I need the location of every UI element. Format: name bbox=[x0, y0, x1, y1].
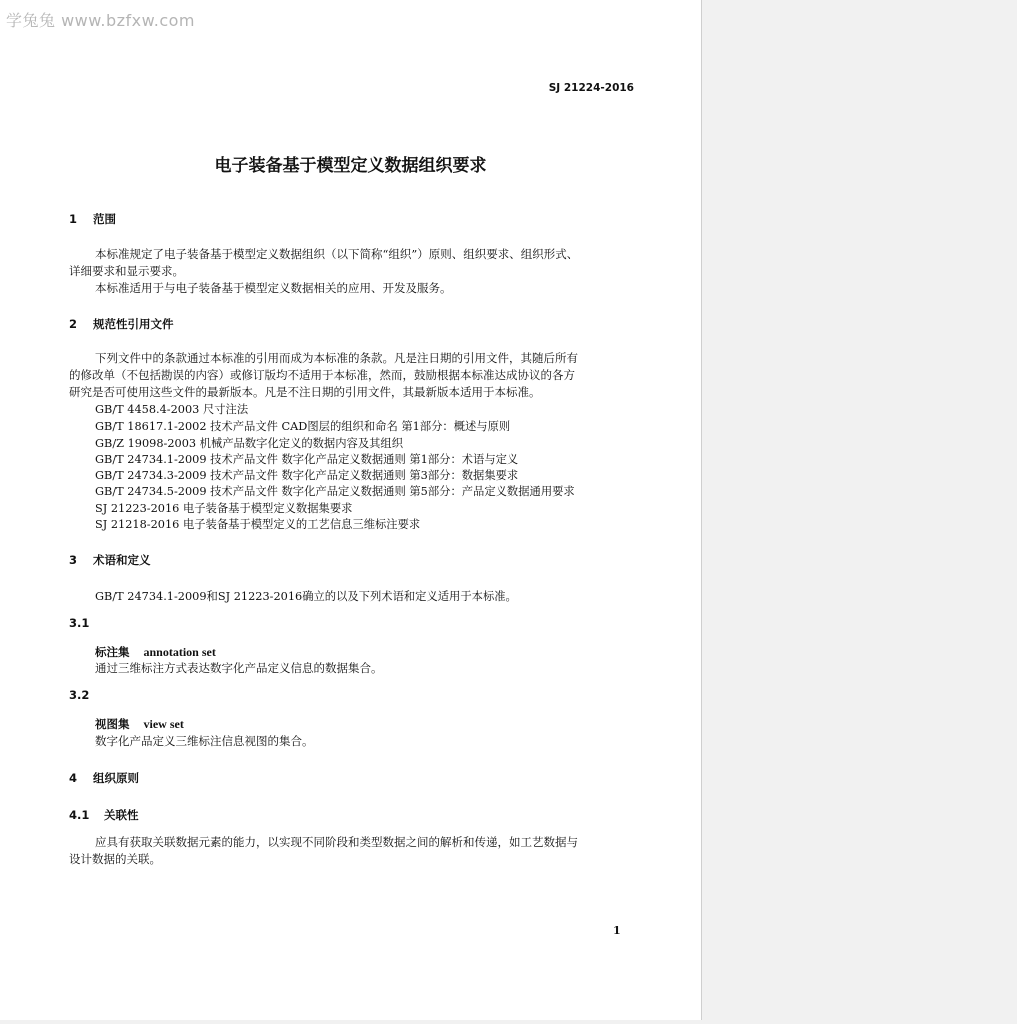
paragraph-line: 研究是否可使用这些文件的最新版本。凡是不注日期的引用文件，其最新版本适用于本标准。 bbox=[69, 385, 541, 399]
section-title: 规范性引用文件 bbox=[93, 317, 174, 331]
term-number: 3.2 bbox=[69, 688, 90, 702]
section-number: 1 bbox=[69, 212, 78, 226]
section-title: 术语和定义 bbox=[93, 553, 151, 567]
paragraph-line: 应具有获取关联数据元素的能力，以实现不同阶段和类型数据之间的解析和传递，如工艺数据与 bbox=[95, 835, 578, 849]
term-entry bbox=[95, 716, 184, 732]
section-title: 范围 bbox=[93, 212, 117, 226]
paragraph-line: 本标准规定了电子装备基于模型定义数据组织（以下简称“组织”）原则、组织要求、组织形式、 bbox=[95, 247, 579, 261]
section-number: 2 bbox=[69, 317, 78, 331]
reference-item: SJ 21223-2016 电子装备基于模型定义数据集要求 bbox=[95, 502, 353, 515]
section-4-heading bbox=[69, 770, 139, 786]
reference-item: GB/T 24734.3-2009 技术产品文件 数字化产品定义数据通则 第3部分：数据集要求 bbox=[95, 469, 519, 482]
paragraph-line: GB/T 24734.1-2009和SJ 21223-2016确立的以及下列术语和定义适用于本标准。 bbox=[95, 590, 517, 603]
term-definition: 数字化产品定义三维标注信息视图的集合。 bbox=[95, 734, 314, 748]
paragraph-line: 的修改单（不包括勘误的内容）或修订版均不适用于本标准，然而，鼓励根据本标准达成协议的各方 bbox=[69, 368, 575, 382]
reference-item: GB/T 4458.4-2003 尺寸注法 bbox=[95, 403, 249, 416]
term-chinese: 视图集 bbox=[95, 717, 130, 731]
term-definition: 通过三维标注方式表达数字化产品定义信息的数据集合。 bbox=[95, 661, 383, 675]
section-2-heading bbox=[69, 316, 174, 332]
watermark: 学兔兔 www.bzfxw.com bbox=[6, 11, 195, 30]
subsection-4-1-heading bbox=[69, 807, 139, 823]
section-number: 4 bbox=[69, 771, 78, 785]
term-english: view set bbox=[143, 717, 184, 731]
section-title: 组织原则 bbox=[93, 771, 140, 785]
page-number: 1 bbox=[613, 924, 621, 937]
term-number: 3.1 bbox=[69, 616, 90, 630]
document-title: 电子装备基于模型定义数据组织要求 bbox=[214, 156, 487, 176]
subsection-number: 4.1 bbox=[69, 808, 90, 822]
reference-item: GB/Z 19098-2003 机械产品数字化定义的数据内容及其组织 bbox=[95, 437, 404, 450]
term-entry bbox=[95, 644, 216, 660]
paragraph-line: 下列文件中的条款通过本标准的引用而成为本标准的条款。凡是注日期的引用文件，其随后所有 bbox=[95, 351, 578, 365]
standard-code: SJ 21224-2016 bbox=[548, 82, 634, 94]
paragraph-line: 本标准适用于与电子装备基于模型定义数据相关的应用、开发及服务。 bbox=[95, 281, 452, 295]
reference-item: GB/T 18617.1-2002 技术产品文件 CAD图层的组织和命名 第1部分：概述与原则 bbox=[95, 420, 511, 433]
section-1-heading bbox=[69, 211, 116, 227]
reference-item: GB/T 24734.5-2009 技术产品文件 数字化产品定义数据通则 第5部分：产品定义数据通用要求 bbox=[95, 485, 575, 498]
term-english: annotation set bbox=[143, 645, 216, 659]
section-number: 3 bbox=[69, 553, 78, 567]
paragraph-line: 详细要求和显示要求。 bbox=[69, 264, 184, 278]
reference-item: SJ 21218-2016 电子装备基于模型定义的工艺信息三维标注要求 bbox=[95, 518, 421, 531]
section-3-heading bbox=[69, 552, 151, 568]
reference-item: GB/T 24734.1-2009 技术产品文件 数字化产品定义数据通则 第1部分：术语与定义 bbox=[95, 453, 519, 466]
paragraph-line: 设计数据的关联。 bbox=[69, 852, 161, 866]
subsection-title: 关联性 bbox=[104, 808, 139, 822]
term-chinese: 标注集 bbox=[95, 645, 130, 659]
